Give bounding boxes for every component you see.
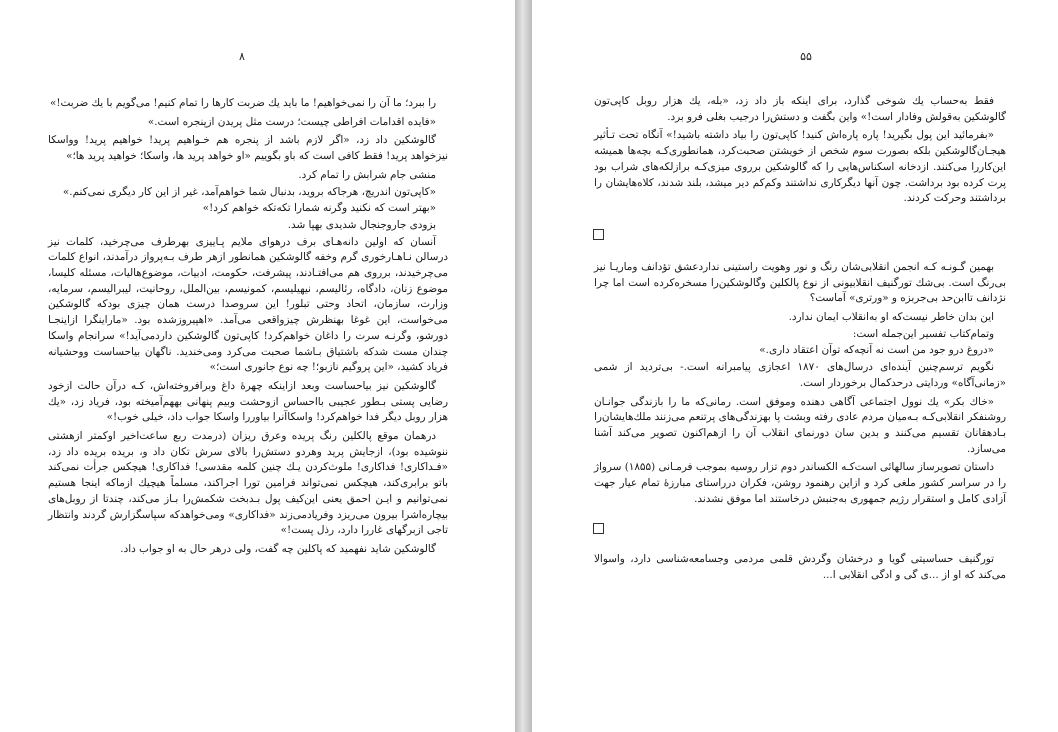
left-page	[0, 0, 515, 732]
paragraph: «بفرمائید این پول بگیرید! پاره پاره‌اش کنید! کاپی‌تون را بیاد داشته باشید!» آنگاه تحت تـأثیر هیجـان‌گالوشکین بلکه بصورت سوم شخص از خویشتن صحبت‌کرد، همانطوری‌کـه بچه‌ها همیشه این‌کاررا می‌کنند. ازدخانه اسکناس‌هایی را که گالوشکین برروی میزی‌کـه برازلکه‌های شراب بود پرت کرده بود برداشت. چون آنها دیگرکاری نداشتند وکم‌کم دیر میشد، بلند شدند، کلاه‌هایشان را برداشتند وحرکت کردند.	[594, 129, 1006, 205]
section-break-box-icon	[593, 523, 604, 534]
paragraph: درهمان موقع پالکلین رنگ پریده وعرق ریزان (درمدت ربع ساعت‌اخیر اوکمتر ازهشتی ننوشیده بود)، ازجایش پرید وهردو دستش‌را بالای سرش تکان داد و، بریده بریده داد زد، «فـداکاری! فداکاری! ملوث‌کردن یـك چنین کلمه مقدسی! فداکاری! هیچکس جرأت نمی‌کند باتو برابری‌کند، هیچکس نمی‌تواند فرامین تورا اجراکند، مسلماً هیچیك ازماکه اینجا هستیم نمی‌توانیم و ایـن احمق یعنی این‌کیف پول بـدبخت شکمش‌را بـاز می‌کند، چندتا از روبل‌های بیچاره‌اشرا بیرون می‌ریزد وفریادمی‌زند «فداکاری» ومی‌خواهدکه سپاسگزارش گردند وانتظار تاجی ازبرگهای غاررا دارد، رذل پست!»	[48, 430, 448, 537]
paragraph: گالوشکین شاید نفهمید که پاکلین چه گفت، ولی درهر حال به او جواب داد.	[120, 542, 436, 555]
paragraph: نگویم ترسم‌چنین آینده‌ای درسال‌های ۱۸۷۰ اعجازی پیامبرانه است.- بی‌تردید از شمی «زمانی‌آگاه» وردایتی درحدکمال برخوردار است.	[594, 361, 1006, 389]
paragraph: گالوشکین داد زد، «اگر لازم باشد از پنجره هم خـواهیم پرید! خواهیم پرید! وواسکا نیزخواهد پرید! فقط کافی است که باو بگوییم «او خواهد پرید ها، واسکا؛ خواهید پرید ها؛»	[48, 134, 448, 163]
paragraph: منشی جام شرابش را تمام کرد.	[298, 168, 436, 181]
paragraph: را ببرد؛ ما آن را نمی‌خواهیم! ما باید یك ضربت کارها را تمام کنیم! می‌گویم با یك ضربت!»	[49, 97, 436, 109]
paragraph: بهمین گـونـه کـه انجمن انقلابی‌شان رنگ و نور وهویت راستینی نداردعشق تؤدانف وماریـا نیز بی‌رنگ است. بی‌شك تورگنیف انقلابیونی از نوع پالکلین وگالوشکین‌را مسخره‌کرده است اما چرا نژدانف تاابن‌حد بی‌جربزه و «ورتری» آماست؟	[594, 260, 1006, 305]
page-number: ۵۵	[800, 50, 812, 63]
paragraph: بزودی جاروجنجال شدیدی بهپا شد.	[287, 218, 436, 231]
paragraph: فقط به‌حساب یك شوخی گذارد، برای اینکه باز داد زد، «بله، یك هزار روبل کاپی‌تون گالوشکین به‌قولش وفادار است!» واین بگفت و دستش‌را درجیب بغلی فرو برد.	[594, 95, 1006, 123]
paragraph: «کاپی‌تون اندریچ، هرجاکه بروید، بدنبال شما خواهم‌آمد، غیر از این کار دیگری نمی‌کنم.»	[62, 185, 436, 198]
paragraph: گالوشکین نیز بیاحساست وبعد ازاینکه چهرهٔ داغ وبرافروخته‌اش، کـه درآن حالت ازخود رضایی پستی بـطور عجیبی بااحساس ازوحشت وبیم پنهانی بههم‌آمیخته بود، فریاد زد، «یك هزار روبل دیگر فدا خواهم‌کرد! واسکاآنرا بیاوررا واسکا جواب داد، خیلی خوب!»	[48, 379, 448, 424]
section-break-box-icon	[593, 229, 604, 240]
paragraph: تورگنیف حساسیتی گویا و درخشان وگردش قلمی مردمی وجسامعه‌شناسی دارد، واسوالا می‌کند که او از ...ی گی و ادگی انقلابی ا...	[594, 553, 1006, 582]
paragraph: آنسان که اولین دانه‌هـای برف درهوای ملایم پـاییزی بهرطرف می‌چرخید، کلمات نیز درسالن نـاهـارخوری گرم وخفه گالوشکین همانطور ازهر طرف بـه‌پرواز درآمدند، انواع کلمات می‌چرخیدند، برروی هم می‌افتـادند، پیشرفت، حکومت، ادبیات، موضوع‌هالیات، مسئله کلیسا، موضوع زنان، دادگاه، رئالیسم، نیهیلیسم، کمونیسم، بین‌الملل، روحانیت، لیبرالیسم، سرمایه، وزارت، سازمان، اتحاد وحتی تبلور! این سروصدا درست همان چیزی بودکه گالوشکین می‌خواست، این غوغا بهنظرش چیزواقعی می‌آمد. «اهپیروزشده بود. «ماراینگرا ازاینجـا دورشو، وگرنـه سرت را داغان خواهم‌کرد! کاپی‌تون گالوشکین داردمی‌آید!» سرانجام واسکا چندان مست شدکه باشتیاق بـاشما صحبت می‌کرد ومی‌خندید. ناگهان بیاحساست ووحشیانه فریاد کشید، «این پروگیم نازبو؛! چه نوع جانوری است؛»	[48, 235, 448, 374]
paragraph: «بهتر است که نکنید وگرنه شمارا تکه‌تکه خواهم کرد!»	[202, 202, 436, 215]
book-gutter	[515, 0, 532, 732]
left-text-block	[48, 96, 448, 561]
paragraph: این بدان خاطر نیست‌که او به‌انقلاب ایمان ندارد.	[788, 311, 994, 324]
paragraph: داستان تصویرساز سالهائی است‌کـه الکساندر دوم تزار روسیه بموجب فرمـانی (۱۸۵۵) سرواژ را در سراسر کشور ملغی کرد و ازاین رهنمود روشن، فکران درراستای مبارزهٔ تمام عیار جهت آزادی کامل و استقرار رژیم جمهوری به‌جنبش درخاستند اما موفق نشدند.	[594, 461, 1006, 505]
paragraph: «فایده اقدامات افراطی چیست؛ درست مثل پریدن ازپنجره است.»	[147, 115, 436, 128]
page-number: ۸	[239, 50, 245, 63]
paragraph: «دروغ درو جود من است نه آنچه‌که تو‌آن اعتقاد داری.»	[759, 344, 994, 357]
paragraph: «خاك بکر» یك نوول اجتماعی آگاهی دهنده وموفق است. رمانی‌که ما را بازندگی جوانـان روشنفکر انقلابی‌کـه بـه‌میان مردم عادی رفته وبشت پا بهزندگی‌های پرتنعم می‌زنند ملك‌هایشان‌را بـادهقانان تقسیم می‌کنند و بدین سان دورنمای انقلاب آن را ازهم‌اکنون تصویر می‌کند آشنا می‌سازد.	[594, 395, 1006, 455]
right-page	[532, 0, 1058, 732]
right-text-block	[594, 94, 1006, 587]
paragraph: وتمام‌کتاب تفسیر این‌جمله است:	[852, 327, 994, 340]
